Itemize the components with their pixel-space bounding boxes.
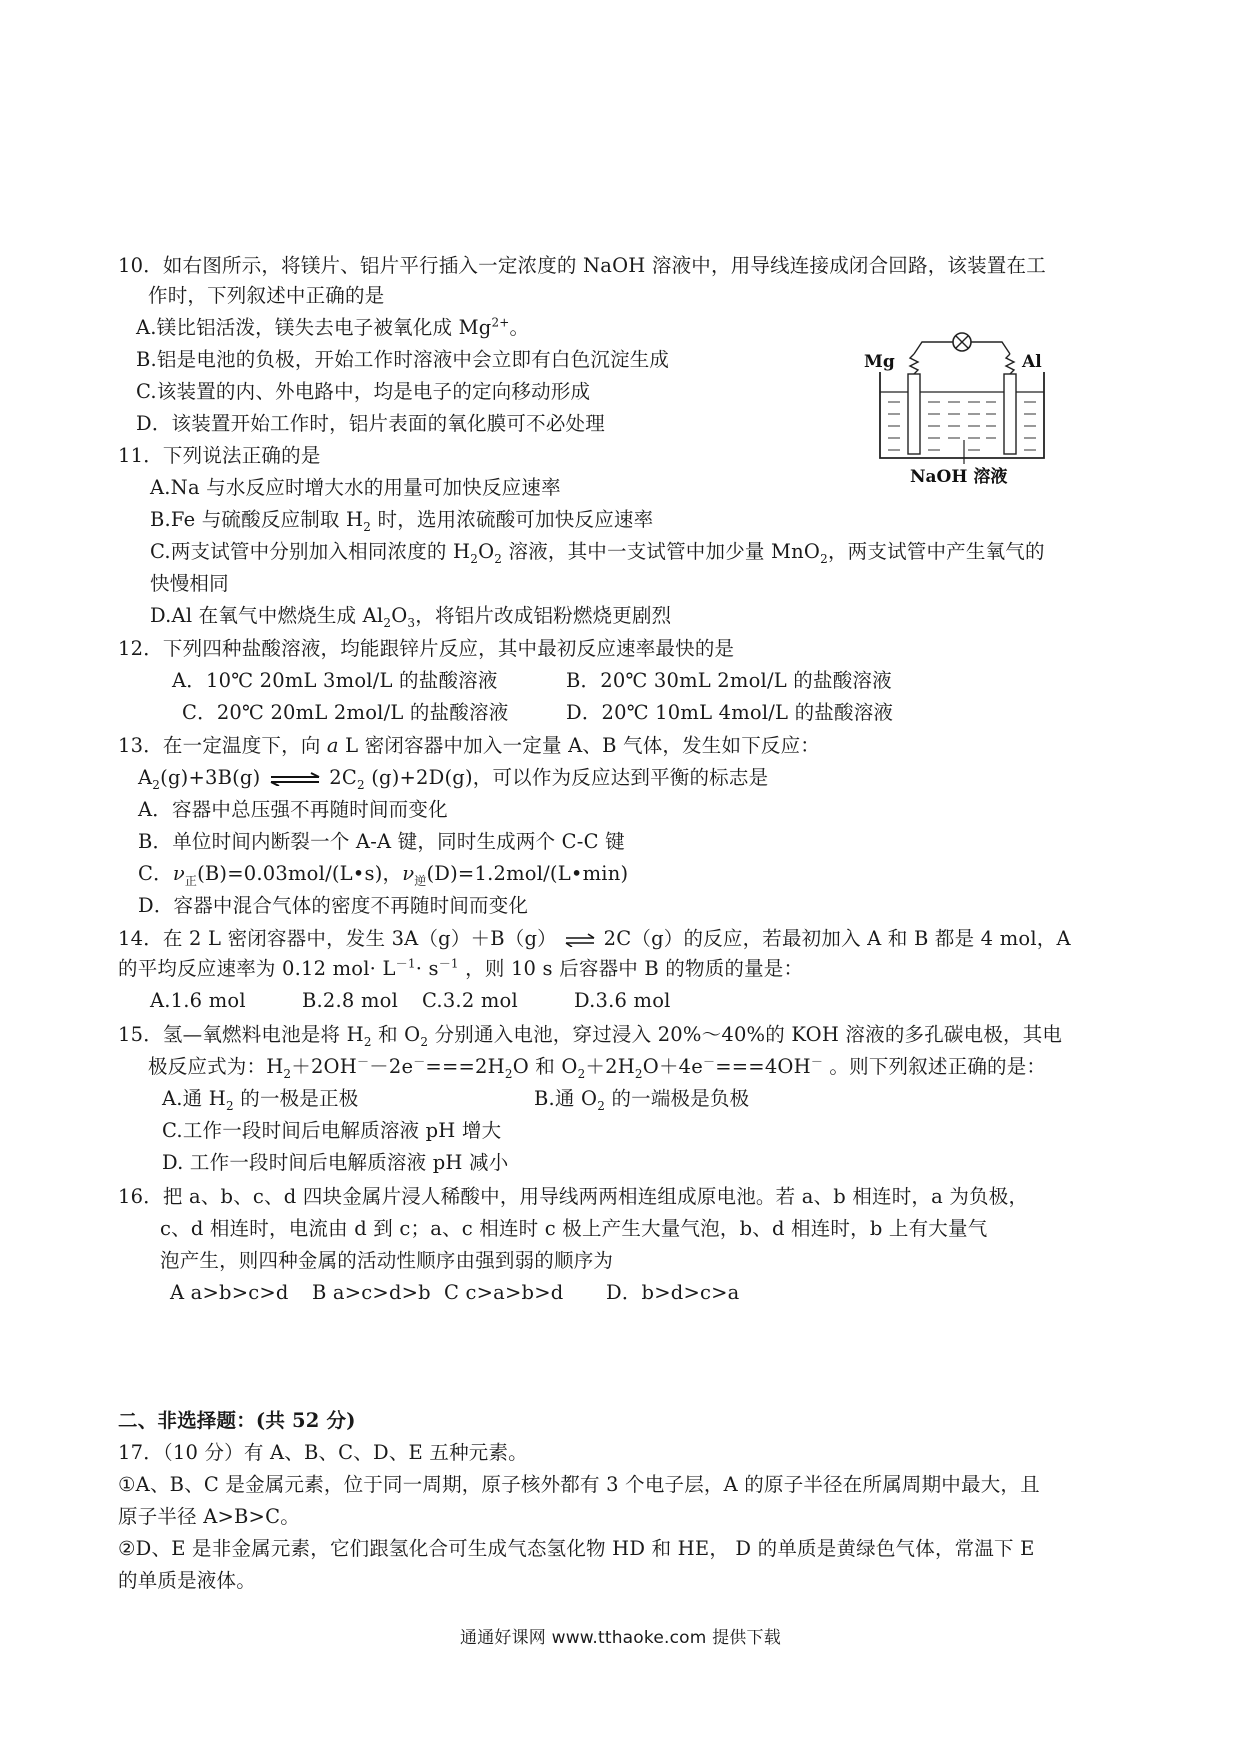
q14-option-d: D.3.6 mol — [574, 989, 671, 1012]
q17-item1-line2: 原子半径 A>B>C。 — [118, 1505, 300, 1528]
page-footer: 通通好课网 www.tthaoke.com 提供下载 — [460, 1628, 781, 1648]
q14-option-b: B.2.8 mol — [302, 989, 399, 1012]
q11-option-d: D.Al 在氧气中燃烧生成 $Al_2O_3$，将铝片改成铝粉燃烧更剧烈 — [150, 604, 672, 630]
q17-item2-line2: 的单质是液体。 — [118, 1569, 256, 1592]
q13-option-a: A．容器中总压强不再随时间而变化 — [138, 798, 448, 821]
q16-option-a: A a>b>c>d — [170, 1281, 289, 1304]
q16-option-c: C c>a>b>d — [444, 1281, 564, 1304]
q14-option-c: C.3.2 mol — [422, 989, 518, 1012]
q16-option-b: B a>c>d>b — [312, 1281, 431, 1304]
q11-option-c-line1: C.两支试管中分别加入相同浓度的 $H_2O_2$ 溶液，其中一支试管中加少量 MnO$_2$，两支试管中产生氧气的 — [150, 540, 1045, 566]
q10-option-a: A.镁比铝活泼，镁失去电子被氧化成 $Mg^{2+}$。 — [136, 315, 530, 339]
q12-option-b: B．20℃ 30mL 2mol/L 的盐酸溶液 — [566, 669, 892, 692]
q13-option-d: D．容器中混合气体的密度不再随时间而变化 — [138, 894, 529, 917]
q11-option-a: A.Na 与水反应时增大水的用量可加快反应速率 — [150, 476, 561, 499]
q15-option-d: D. 工作一段时间后电解质溶液 pH 减小 — [162, 1151, 509, 1174]
q13-option-b: B．单位时间内断裂一个 A-A 键，同时生成两个 C-C 键 — [138, 830, 625, 853]
q14-option-a: A.1.6 mol — [150, 989, 246, 1012]
q10-stem-line1: 10．如右图所示，将镁片、铝片平行插入一定浓度的 NaOH 溶液中，用导线连接成闭合回路，该装置在工 — [118, 254, 1046, 277]
q10-option-d: D．该装置开始工作时，铝片表面的氧化膜可不必处理 — [136, 412, 605, 435]
q16-option-d: D．b>d>c>a — [606, 1281, 740, 1304]
naoh-caption: NaOH 溶液 — [910, 467, 1008, 487]
mg-electrode — [908, 374, 920, 454]
q12-option-d: D．20℃ 10mL 4mol/L 的盐酸溶液 — [566, 701, 894, 724]
q12-option-c: C．20℃ 20mL 2mol/L 的盐酸溶液 — [182, 701, 509, 724]
section2-heading: 二、非选择题：(共 52 分) — [118, 1409, 356, 1432]
q14-stem-line2: 的平均反应速率为 0.12 $mol\cdot L^{-1}\cdot s^{-1}$ ，则 10 s 后容器中 B 的物质的量是： — [118, 956, 804, 980]
equilibrium-arrow-icon — [267, 772, 323, 786]
q12-option-a: A．10℃ 20mL 3mol/L 的盐酸溶液 — [172, 669, 498, 692]
al-electrode — [1004, 374, 1016, 454]
q10-option-b: B.铝是电池的负极，开始工作时溶液中会立即有白色沉淀生成 — [136, 348, 670, 371]
q16-line1: 16．把 a、b、c、d 四块金属片浸人稀酸中，用导线两两相连组成原电池。若 a、b 相连时，a 为负极， — [118, 1185, 1029, 1208]
q11-option-c-line2: 快慢相同 — [150, 572, 229, 595]
q13-stem: 13．在一定温度下，向 a L 密闭容器中加入一定量 A、B 气体，发生如下反应： — [118, 734, 821, 757]
cell-figure — [862, 330, 1062, 490]
q14-stem-line1: 14．在 2 L 密闭容器中，发生 3A（g）＋B（g） 2C（g）的反应，若最初加入 A 和 B 都是 4 mol，A — [118, 927, 1071, 950]
q15-option-a: A.通 $H_2$ 的一极是正极 — [162, 1087, 359, 1113]
q16-line2: c、d 相连时，电流由 d 到 c；a、c 相连时 c 极上产生大量气泡，b、d 相连时，b 上有大量气 — [160, 1217, 988, 1240]
q15-option-b: B.通 $O_2$ 的一端极是负极 — [534, 1087, 750, 1113]
q15-stem-line2: 极反应式为：$H_2+2OH^--2e^-===2H_2O$ 和 $O_2+2H_2O+4e^-===4OH^-$ 。则下列叙述正确的是： — [148, 1054, 1047, 1081]
q15-option-c: C.工作一段时间后电解质溶液 pH 增大 — [162, 1119, 502, 1142]
q13-equation: $A_2(g)+3B(g)$ $2C_2$ (g)+2D(g)，可以作为反应达到平衡的标志是 — [138, 766, 769, 792]
q11-option-b: B.Fe 与硫酸反应制取 $H_2$ 时，选用浓硫酸可加快反应速率 — [150, 508, 654, 534]
q10-option-c: C.该装置的内、外电路中，均是电子的定向移动形成 — [136, 380, 591, 403]
q16-line3: 泡产生，则四种金属的活动性顺序由强到弱的顺序为 — [160, 1249, 614, 1272]
q17-item1-line1: ①A、B、C 是金属元素，位于同一周期，原子核外都有 3 个电子层，A 的原子半径在所属周期中最大，且 — [118, 1473, 1040, 1496]
mg-label: Mg — [864, 352, 895, 372]
q10-stem-line2: 作时，下列叙述中正确的是 — [148, 284, 385, 307]
q17-item2-line1: ②D、E 是非金属元素，它们跟氢化合可生成气态氢化物 HD 和 HE， D 的单质是黄绿色气体，常温下 E — [118, 1537, 1035, 1560]
q15-stem-line1: 15．氢—氧燃料电池是将 $H_2$ 和 $O_2$ 分别通入电池，穿过浸入 20%～40%的 KOH 溶液的多孔碳电极，其电 — [118, 1023, 1063, 1049]
q13-option-c: C．$\nu_正(B)=0.03mol/(L•s)$，$\nu_逆(D)=1.2mol/(L•\min)$ — [138, 862, 629, 888]
q17-stem: 17．（10 分）有 A、B、C、D、E 五种元素。 — [118, 1441, 528, 1464]
al-label: Al — [1022, 352, 1042, 372]
q11-stem: 11．下列说法正确的是 — [118, 444, 321, 467]
galvanic-cell-diagram — [862, 330, 1062, 490]
q12-stem: 12．下列四种盐酸溶液，均能跟锌片反应，其中最初反应速率最快的是 — [118, 637, 735, 660]
reversible-arrow-icon — [563, 933, 597, 947]
